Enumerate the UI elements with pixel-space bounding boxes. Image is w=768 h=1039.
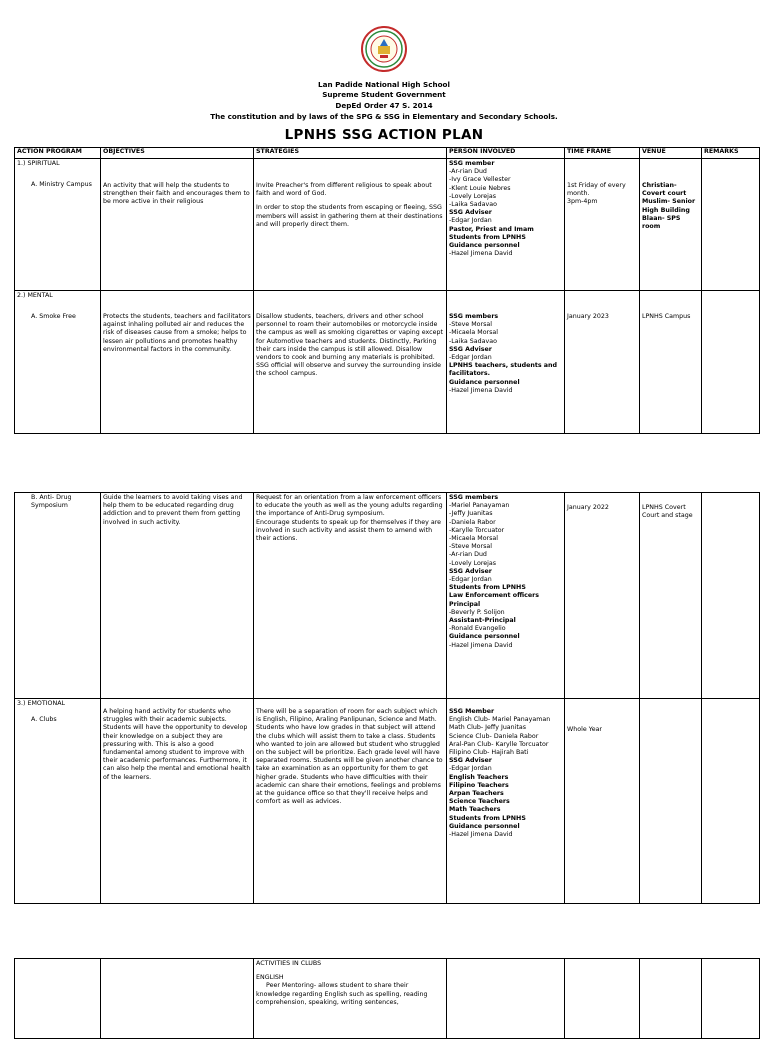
objectives-text: A helping hand activity for students who struggles with their academic subjects. Students will have the opportunity to develop their knowledge on a subject they are pressuring with. This is also a good fundamental among student to improve with their academic performances. Furthermore, it can also help the mental and emotional health of the learners. — [103, 708, 251, 781]
person-entry: Guidance personnel — [449, 822, 520, 830]
person-entry: Math Club- Jeffy Juanitas — [449, 724, 527, 732]
persons-cell — [447, 159, 565, 291]
person-entry: SSG Adviser — [449, 209, 492, 217]
strategies-cell — [254, 959, 447, 1039]
category-label: 2.) MENTAL — [17, 292, 53, 299]
strategies-cell — [254, 159, 447, 291]
objectives-cell — [101, 493, 254, 699]
person-entry: -Daniela Rabor — [449, 518, 496, 526]
person-entry: Filipino Teachers — [449, 781, 509, 789]
person-entry: -Edgar Jordan — [449, 217, 492, 225]
person-entry: Science Club- Daniela Rabor — [449, 732, 539, 740]
person-entry: Filipino Club- Hajirah Bati — [449, 749, 529, 757]
person-entry: -Edgar Jordan — [449, 354, 492, 362]
strategies-cell — [254, 699, 447, 904]
person-entry: SSG Member — [449, 708, 495, 715]
strategies-cell — [254, 493, 447, 699]
person-entry: -Micaela Morsal — [449, 535, 499, 543]
strategy-text: Disallow students, teachers, drivers and other school personnel to roam their automobiles or motorcycle inside the campus as well as smoking cigarettes or vaping except for Automotive teachers and students. Distinctly, Parking their cars inside the campus is still allowed. Disallow vendors to cook and burning any materials is prohibited. SSG official will observe and survey the surrounding inside the school campus. — [256, 313, 443, 378]
person-entry: SSG members — [449, 313, 499, 320]
person-entry: Guidance personnel — [449, 378, 520, 386]
venue-cell — [640, 699, 702, 904]
person-entry: -Klent Louie Nebres — [449, 184, 511, 192]
person-entry: -Steve Morsal — [449, 321, 492, 329]
person-entry: Aral-Pan Club- Karylle Torcuator — [449, 740, 549, 748]
action-plan-table-1 — [14, 147, 760, 434]
persons-list — [449, 708, 562, 839]
venue-text: LPNHS Campus — [642, 313, 691, 320]
person-entry: -Steve Morsal — [449, 543, 492, 551]
school-seal-logo — [361, 26, 407, 72]
person-entry: -Hazel Jimena David — [449, 831, 513, 839]
venue-cell — [640, 959, 702, 1039]
person-entry: -Hazel Jimena David — [449, 641, 513, 649]
table-header-row — [15, 148, 760, 159]
person-entry: -Ar-rian Dud — [449, 551, 487, 559]
action-plan-table-3 — [14, 958, 760, 1039]
person-entry: English Teachers — [449, 773, 509, 781]
person-entry: -Edgar Jordan — [449, 576, 492, 584]
time-frame-text: Whole Year — [567, 726, 603, 733]
constitution-line: The constitution and by laws of the SPG & SSG in Elementary and Secondary Schools. — [210, 112, 558, 121]
program-label: B. Anti- Drug Symposium — [31, 494, 72, 510]
strategies-cell — [254, 291, 447, 434]
persons-list — [449, 160, 562, 258]
person-entry: Students from LPNHS — [449, 584, 526, 592]
person-entry: -Laika Sadavao — [449, 201, 497, 209]
strategy-text: There will be a separation of room for each subject which is English, Filipino, Araling Panlipunan, Science and Math. Students who have low grades in that subject will attend the clubs which will assist them to take a class. Students who wanted to join are allowed but student who struggled on the subject will be prioritize. Each grade level will have separated rooms. Students will be given another chance to take an examination as an opportunity for them to get higher grade. Students who have difficulties with their academic can share their emotions, feelings and problems at the guidance office so that they'll receive helps and comfort as well as advices. — [256, 708, 443, 806]
person-entry: -Ivy Grace Vellester — [449, 176, 511, 184]
venue-text: LPNHS Covert Court and stage — [642, 504, 693, 520]
person-entry: SSG Adviser — [449, 757, 492, 765]
persons-cell — [447, 699, 565, 904]
person-entry: Pastor, Priest and Imam — [449, 225, 534, 233]
person-entry: -Jeffy Juanitas — [449, 510, 493, 518]
strategy-text: Request for an orientation from a law enforcement officers to educate the youth as well as the young adults regarding the importance of Anti-Drug symposium. — [256, 494, 443, 518]
person-entry: -Mariel Panayaman — [449, 502, 510, 510]
person-entry: -Karylle Torcuator — [449, 526, 505, 534]
person-entry: -Edgar Jordan — [449, 765, 492, 773]
person-entry: Guidance personnel — [449, 242, 520, 250]
action-plan-table-2 — [14, 492, 760, 904]
remarks-cell — [702, 699, 760, 904]
person-entry: English Club- Mariel Panayaman — [449, 716, 551, 724]
venue-text: Christian- Covert court — [642, 182, 687, 198]
action-program-cell — [15, 959, 101, 1039]
action-program-cell — [15, 493, 101, 699]
school-seal-icon — [363, 28, 405, 70]
objectives-cell — [101, 159, 254, 291]
person-entry: SSG Adviser — [449, 567, 492, 575]
column-header: STRATEGIES — [254, 148, 447, 159]
table-row — [15, 959, 760, 1039]
objectives-cell — [101, 959, 254, 1039]
venue-cell — [640, 291, 702, 434]
venue-cell — [640, 159, 702, 291]
column-header: ACTION PROGRAM — [15, 148, 101, 159]
person-entry: -Lovely Lorejas — [449, 192, 497, 200]
program-label: A. Clubs — [31, 716, 57, 724]
table-row — [15, 159, 760, 291]
category-label: 1.) SPIRITUAL — [17, 160, 60, 167]
person-entry: Science Teachers — [449, 798, 510, 806]
persons-cell — [447, 959, 565, 1039]
venue-text: Blaan- SPS room — [642, 214, 681, 231]
column-header: PERSON INVOLVED — [447, 148, 565, 159]
remarks-cell — [702, 493, 760, 699]
person-entry: Guidance personnel — [449, 633, 520, 641]
page-title: LPNHS SSG ACTION PLAN — [284, 127, 484, 143]
time-frame-text: 1st Friday of every month. — [567, 182, 626, 198]
strategy-text: Invite Preacher's from different religious to speak about faith and word of God. — [256, 182, 432, 198]
objectives-text: Protects the students, teachers and facilitators against inhaling polluted air and reduces the risk of diseases cause from a smoke; helps to lessen air pollutions and promotes healthy environmental factors in the community. — [103, 313, 251, 353]
government-name: Supreme Student Government — [322, 90, 446, 99]
time-frame-cell — [565, 959, 640, 1039]
strategy-text: In order to stop the students from escaping or fleeing, SSG members will assist in gathering them at their destinations and will properly direct them. — [256, 204, 443, 228]
remarks-cell — [702, 959, 760, 1039]
action-program-cell — [15, 291, 101, 434]
person-entry: Principal — [449, 600, 481, 608]
person-entry: Assistant-Principal — [449, 617, 516, 625]
objectives-cell — [101, 291, 254, 434]
action-program-cell — [15, 159, 101, 291]
table-row — [15, 493, 760, 699]
person-entry: -Hazel Jimena David — [449, 250, 513, 258]
objectives-cell — [101, 699, 254, 904]
table-row — [15, 291, 760, 434]
person-entry: SSG Adviser — [449, 345, 492, 353]
remarks-cell — [702, 159, 760, 291]
person-entry: -Hazel Jimena David — [449, 386, 513, 394]
person-entry: Law Enforcement officers — [449, 592, 539, 600]
strategy-text: Peer Mentoring- allows student to share their knowledge regarding English such as spelling, reading comprehension, speaking, writing sentences, — [256, 982, 428, 1006]
remarks-cell — [702, 291, 760, 434]
time-frame-text: January 2022 — [567, 504, 609, 511]
category-label: 3.) EMOTIONAL — [17, 700, 66, 707]
column-header: TIME FRAME — [565, 148, 640, 159]
persons-list — [449, 494, 562, 650]
person-entry: Students from LPNHS — [449, 233, 526, 241]
person-entry: Math Teachers — [449, 806, 501, 814]
person-entry: -Laika Sadavao — [449, 337, 497, 345]
person-entry: Arpan Teachers — [449, 790, 504, 798]
column-header: OBJECTIVES — [101, 148, 254, 159]
action-program-cell — [15, 699, 101, 904]
time-frame-text: January 2023 — [567, 313, 609, 320]
person-entry: Students from LPNHS — [449, 814, 526, 822]
person-entry: SSG member — [449, 160, 495, 167]
person-entry: -Ronald Evangelio — [449, 625, 506, 633]
objectives-text: An activity that will help the students to strengthen their faith and encourages them to be more active in their religious — [103, 182, 250, 206]
objectives-text: Guide the learners to avoid taking vises and help them to be educated regarding drug addiction and to prevent them from getting involved in such activity. — [103, 494, 243, 526]
time-frame-cell — [565, 699, 640, 904]
venue-text: Muslim- Senior High Building — [642, 198, 696, 214]
person-entry: SSG members — [449, 494, 499, 501]
person-entry: -Ar-rian Dud — [449, 168, 487, 176]
activities-heading: ACTIVITIES IN CLUBS — [256, 960, 322, 967]
strategy-text: Encourage students to speak up for themselves if they are involved in such activity and assist them to amend with their actions. — [256, 518, 442, 543]
person-entry: LPNHS teachers, students and facilitators. — [449, 362, 558, 378]
table-row — [15, 699, 760, 904]
person-entry: -Micaela Morsal — [449, 329, 499, 337]
time-frame-text: 3pm-4pm — [567, 198, 598, 206]
column-header: VENUE — [640, 148, 702, 159]
venue-cell — [640, 493, 702, 699]
subject-label: ENGLISH — [256, 974, 284, 982]
time-frame-cell — [565, 291, 640, 434]
program-label: A. Smoke Free — [31, 313, 76, 321]
time-frame-cell — [565, 159, 640, 291]
deped-order: DepEd Order 47 S. 2014 — [335, 101, 433, 110]
persons-cell — [447, 291, 565, 434]
time-frame-cell — [565, 493, 640, 699]
school-name: Lan Padide National High School — [318, 80, 450, 89]
program-label: A. Ministry Campus — [31, 181, 92, 189]
persons-cell — [447, 493, 565, 699]
person-entry: -Beverly P. Solijon — [449, 608, 505, 616]
column-header: REMARKS — [702, 148, 760, 159]
person-entry: -Lovely Lorejas — [449, 559, 497, 567]
persons-list — [449, 313, 562, 395]
